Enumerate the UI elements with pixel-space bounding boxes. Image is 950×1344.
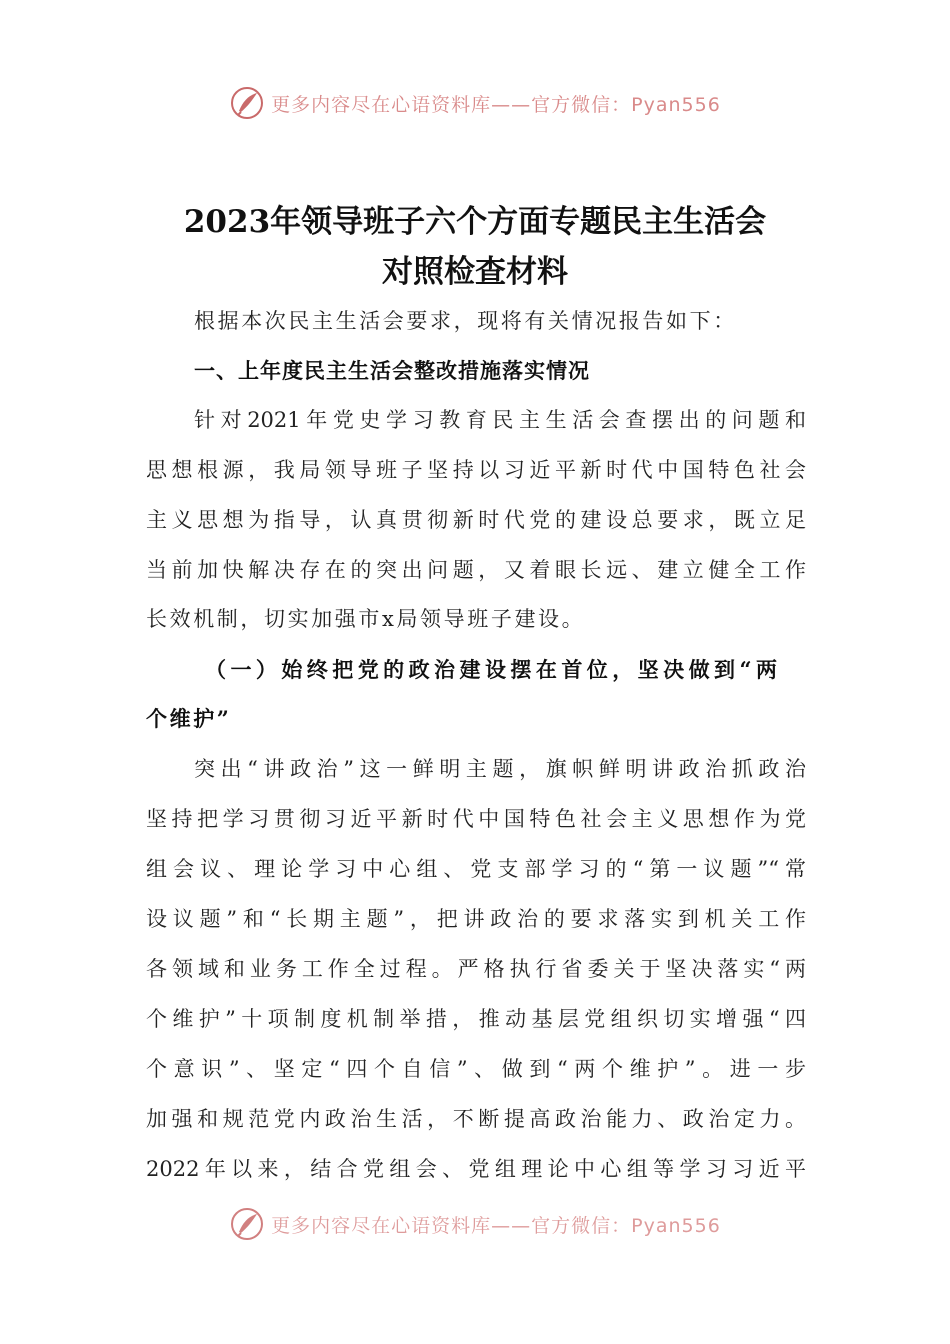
paragraph-line: 加强和规范党内政治生活，不断提高政治能力、政治定力。	[146, 1107, 806, 1131]
paragraph-line: 个维护”十项制度机制举措，推动基层党组织切实增强“四	[146, 1007, 806, 1031]
paragraph-line: 个意识”、坚定“四个自信”、做到“两个维护”。进一步	[146, 1057, 806, 1081]
watermark-text: 更多内容尽在心语资料库——官方微信：Pyan556	[271, 93, 721, 116]
paragraph-line: 2022年以来，结合党组会、党组理论中心组等学习习近平	[146, 1157, 806, 1181]
subheading-1-continued: 个维护”	[146, 706, 232, 731]
subheading-1: （一）始终把党的政治建设摆在首位，坚决做到“两	[205, 657, 777, 682]
paragraph-line: 各领域和业务工作全过程。严格执行省委关于坚决落实“两	[146, 957, 806, 981]
document-title-line2: 对照检查材料	[382, 254, 568, 290]
quill-logo-icon	[229, 85, 265, 121]
paragraph-line: 主义思想为指导，认真贯彻新时代党的建设总要求，既立足	[146, 508, 806, 532]
intro-paragraph: 根据本次民主生活会要求，现将有关情况报告如下：	[194, 309, 737, 333]
document-title-line1: 2023年领导班子六个方面专题民主生活会	[183, 204, 767, 240]
quill-logo-icon	[229, 1206, 265, 1242]
footer-watermark	[0, 1206, 950, 1242]
paragraph-line: 当前加快解决存在的突出问题，又着眼长远、建立健全工作	[146, 558, 806, 582]
paragraph-line: 坚持把学习贯彻习近平新时代中国特色社会主义思想作为党	[146, 807, 806, 831]
paragraph-line: 组会议、理论学习中心组、党支部学习的“第一议题”“常	[146, 857, 806, 881]
paragraph-line: 针对2021年党史学习教育民主生活会查摆出的问题和	[194, 408, 806, 432]
header-watermark	[0, 84, 950, 122]
paragraph-line: 突出“讲政治”这一鲜明主题，旗帜鲜明讲政治抓政治	[194, 757, 806, 781]
section1-heading: 一、上年度民主生活会整改措施落实情况	[194, 359, 590, 383]
watermark-text: 更多内容尽在心语资料库——官方微信：Pyan556	[271, 1214, 721, 1237]
paragraph-line: 长效机制，切实加强市x局领导班子建设。	[146, 607, 586, 631]
paragraph-line: 设议题”和“长期主题”，把讲政治的要求落实到机关工作	[146, 907, 806, 931]
paragraph-line: 思想根源，我局领导班子坚持以习近平新时代中国特色社会	[146, 458, 806, 482]
